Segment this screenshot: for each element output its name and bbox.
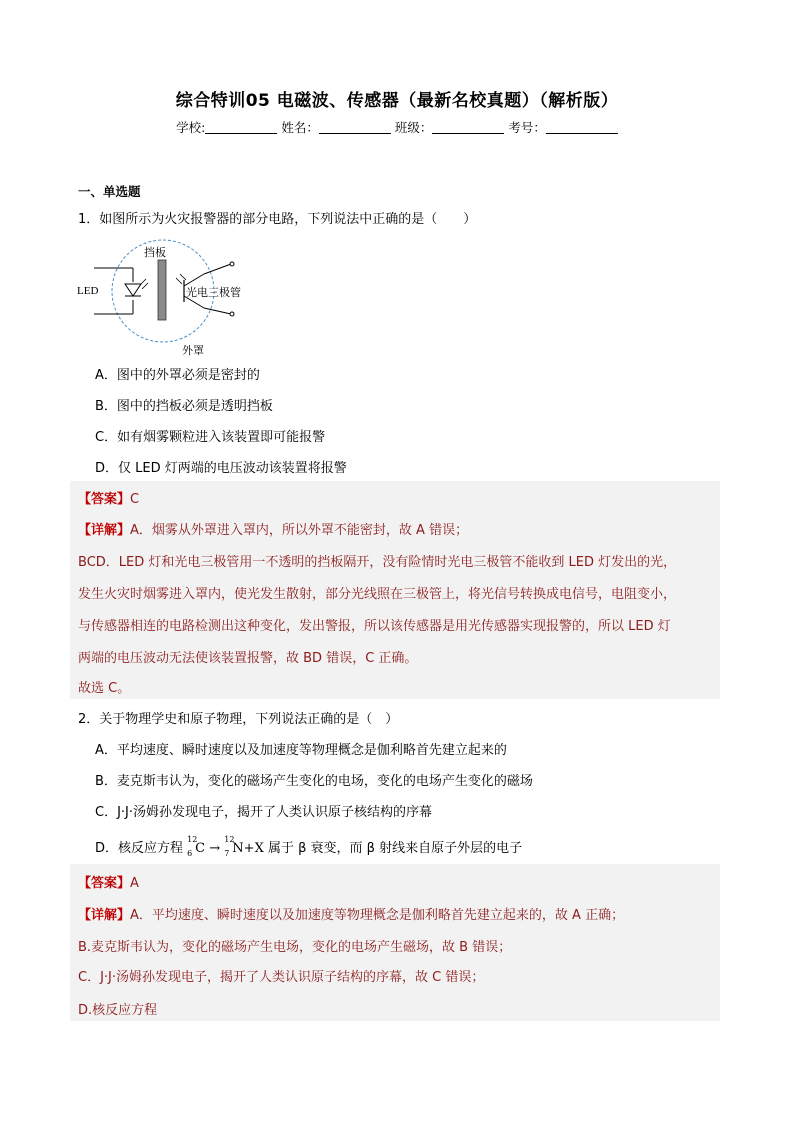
q1-detail-line [78,519,468,538]
baffle-plate [158,260,166,320]
led-label: LED [77,285,99,297]
q2-option-b: B．麦克斯韦认为，变化的磁场产生变化的电场，变化的电场产生变化的磁场 [95,774,533,789]
nitrogen-symbol: N [232,841,244,856]
reaction-arrow: → [209,841,221,856]
q1-detail-line: 故选 C。 [78,681,131,696]
baffle-label: 挡板 [144,246,166,259]
terminal-bottom [230,312,234,316]
q2-detail-line: C．J·J·汤姆孙发现电子，揭开了人类认识原子结构的序幕，故 C 错误； [78,970,485,985]
q1-option-c: C．如有烟雾颗粒进入该装置即可能报警 [95,430,326,445]
nitrogen-mass-number: 12 [224,835,235,844]
option-d-suffix: 属于 β 衰变，而 β 射线来自原子外层的电子 [267,841,523,856]
question-2-stem: 2．关于物理学史和原子物理，下列说法正确的是（ ） [78,712,399,727]
q1-detail-line: BCD．LED 灯和光电三极管用一不透明的挡板隔开，没有险情时光电三极管不能收到 LED 灯发出的光， [78,555,677,570]
exam-number-blank[interactable] [546,121,618,134]
answer-value: A [130,876,139,891]
q2-answer [78,872,139,891]
q2-detail-line: B.麦克斯韦认为，变化的磁场产生电场，变化的电场产生磁场，故 B 错误； [78,940,512,955]
option-d-prefix: D．核反应方程 [95,841,184,856]
q1-option-d: D．仅 LED 灯两端的电压波动该装置将报警 [95,461,347,476]
q1-option-b: B．图中的挡板必须是透明挡板 [95,399,273,414]
q2-option-a: A．平均速度、瞬时速度以及加速度等物理概念是伽利略首先建立起来的 [95,743,507,758]
nitrogen-nuclide [224,835,244,858]
cover-label: 外罩 [182,344,204,357]
answer-value: C [130,492,140,507]
emitter-wire [204,308,231,314]
q1-detail-line: 两端的电压波动无法使该装置报警，故 BD 错误，C 正确。 [78,651,418,666]
nitrogen-atomic-number: 7 [224,849,230,858]
light-arrow-icon [176,278,182,284]
class-label: 班级： [394,120,433,135]
answer-tag: 【答案】 [78,492,131,507]
detail-text: A．烟雾从外罩进入罩内，所以外罩不能密封，故 A 错误； [130,523,469,538]
school-label: 学校: [176,120,206,135]
carbon-symbol: C [195,841,206,856]
q1-answer [78,488,139,507]
answer-tag: 【答案】 [78,876,131,891]
name-label: 姓名： [281,120,319,135]
plus-x: +X [243,841,264,856]
nuclear-equation [187,835,264,858]
q1-detail-line: 发生火灾时烟雾进入罩内，使光发生散射，部分光线照在三极管上，将光信号转换成电信号，电阻变小， [78,587,677,602]
q1-option-a: A．图中的外罩必须是密封的 [95,368,260,383]
light-arrow-icon-2 [180,274,186,280]
school-blank[interactable] [205,121,277,134]
detail-tag: 【详解】 [78,523,131,538]
question-1-stem: 1．如图所示为火灾报警器的部分电路，下列说法中正确的是（ ） [78,212,477,227]
collector-wire [204,264,231,274]
q2-detail-line: D.核反应方程 [78,1003,158,1018]
carbon-atomic-number: 6 [187,849,193,858]
name-blank[interactable] [319,121,391,134]
exam-number-label: 考号： [508,120,546,135]
carbon-nuclide [187,835,206,858]
student-info-line [0,118,794,136]
transistor-collector [184,274,204,286]
terminal-top [230,262,234,266]
phototransistor-label: 光电三极管 [186,286,241,299]
page-title: 综合特训05 电磁波、传感器（最新名校真题）（解析版） [175,91,619,111]
class-blank[interactable] [432,121,504,134]
q2-option-c: C．J·J·汤姆孙发现电子，揭开了人类认识原子核结构的序幕 [95,805,433,820]
q2-detail-line [78,904,624,923]
q2-option-d [95,837,522,856]
q1-detail-line: 与传感器相连的电路检测出这种变化，发出警报，所以该传感器是用光传感器实现报警的，所以 LED 灯 [78,619,671,634]
detail-text: A．平均速度、瞬时速度以及加速度等物理概念是伽利略首先建立起来的，故 A 正确； [130,908,625,923]
carbon-mass-number: 12 [187,835,198,844]
section-heading: 一、单选题 [78,184,141,199]
fire-alarm-circuit-figure [76,238,262,358]
detail-tag: 【详解】 [78,908,131,923]
